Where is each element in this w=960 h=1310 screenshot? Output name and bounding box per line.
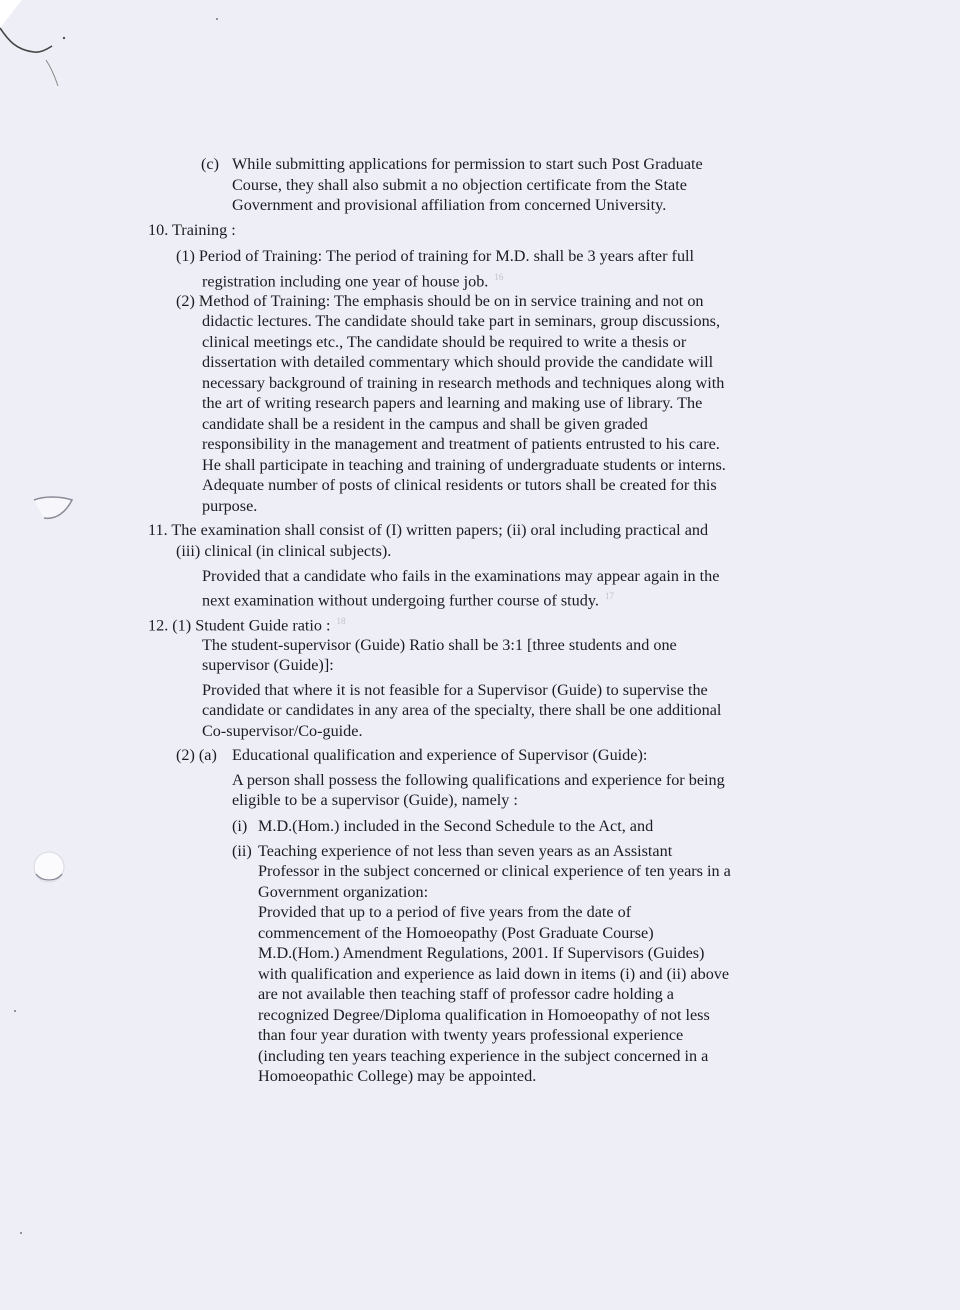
item-c-line: Government and provisional affiliation from concerned University. bbox=[232, 196, 667, 214]
item-ii-line: Professor in the subject concerned or clinical experience of ten years in a bbox=[258, 862, 731, 880]
training-method-line: He shall participate in teaching and training of undergraduate students or interns. bbox=[202, 456, 726, 474]
training-method-line: responsibility in the management and treatment of patients entrusted to his care. bbox=[202, 435, 720, 453]
item-ii-line: Homoeopathic College) may be appointed. bbox=[258, 1067, 537, 1085]
sub-2a-intro-line: eligible to be a supervisor (Guide), namely : bbox=[232, 791, 518, 809]
item-ii-line: recognized Degree/Diploma qualification in Homoeopathy of not less bbox=[258, 1006, 710, 1024]
training-method-line: the art of writing research papers and learning and making use of library. The bbox=[202, 394, 703, 412]
footnote-marker: 17 bbox=[604, 591, 614, 601]
item-ii-line: Teaching experience of not less than seven years as an Assistant bbox=[258, 842, 673, 860]
scan-speck bbox=[216, 18, 218, 20]
training-method-line: purpose. bbox=[202, 497, 258, 515]
section-11-proviso-line: Provided that a candidate who fails in the examinations may appear again in the bbox=[202, 567, 720, 585]
section-10-heading: 10. Training : bbox=[148, 221, 236, 239]
guide-proviso-line: Co-supervisor/Co-guide. bbox=[202, 722, 363, 740]
item-i-label: (i) bbox=[232, 817, 248, 835]
guide-ratio-line: supervisor (Guide)]: bbox=[202, 656, 334, 674]
scan-speck bbox=[20, 1232, 22, 1234]
item-ii-line: (including ten years teaching experience in the subject concerned in a bbox=[258, 1047, 709, 1065]
footnote-marker: 18 bbox=[336, 616, 346, 626]
sub-2a-intro-line: A person shall possess the following qualifications and experience for being bbox=[232, 771, 725, 789]
punch-hole-mark-upper bbox=[30, 490, 78, 526]
item-ii-line: with qualification and experience as laid down in items (i) and (ii) above bbox=[258, 965, 730, 983]
footnote-marker: 16 bbox=[494, 272, 504, 282]
training-method-line: necessary background of training in research methods and techniques along with bbox=[202, 374, 725, 392]
item-ii-label: (ii) bbox=[232, 842, 252, 860]
page-corner-fold-mark bbox=[0, 0, 90, 110]
guide-proviso-line: candidate or candidates in any area of the specialty, there shall be one additional bbox=[202, 701, 722, 719]
item-ii-line: Government organization: bbox=[258, 883, 429, 901]
section-11-line: 11. The examination shall consist of (I) written papers; (ii) oral including practical and bbox=[148, 521, 709, 539]
guide-proviso-line: Provided that where it is not feasible for a Supervisor (Guide) to supervise the bbox=[202, 681, 708, 699]
training-method-line: didactic lectures. The candidate should take part in seminars, group discussions, bbox=[202, 312, 721, 330]
item-ii-line: M.D.(Hom.) Amendment Regulations, 2001. If Supervisors (Guides) bbox=[258, 944, 705, 962]
training-method-line: (2) Method of Training: The emphasis should be on in service training and not on bbox=[176, 292, 704, 310]
sub-2a-heading: Educational qualification and experience of Supervisor (Guide): bbox=[232, 746, 648, 764]
section-12-heading: 12. (1) Student Guide ratio : $^{18}$ bbox=[148, 616, 346, 635]
scan-speck bbox=[14, 1010, 16, 1012]
item-ii-line: than four year duration with twenty years professional experience bbox=[258, 1026, 684, 1044]
item-c-label: (c) bbox=[201, 155, 219, 173]
section-11-line: (iii) clinical (in clinical subjects). bbox=[176, 542, 392, 560]
sub-2a-label: (2) (a) bbox=[176, 746, 217, 764]
training-period-line: registration including one year of house job. $^{16}$ bbox=[202, 272, 504, 291]
training-method-line: Adequate number of posts of clinical residents or tutors shall be created for this bbox=[202, 476, 717, 494]
item-ii-line: commencement of the Homoeopathy (Post Graduate Course) bbox=[258, 924, 654, 942]
guide-ratio-line: The student-supervisor (Guide) Ratio shall be 3:1 [three students and one bbox=[202, 636, 677, 654]
item-ii-line: are not available then teaching staff of professor cadre holding a bbox=[258, 985, 674, 1003]
item-i-text: M.D.(Hom.) included in the Second Schedule to the Act, and bbox=[258, 817, 654, 835]
punch-hole-mark-lower bbox=[30, 848, 70, 888]
training-period-line: (1) Period of Training: The period of training for M.D. shall be 3 years after full bbox=[176, 247, 695, 265]
item-c-line: Course, they shall also submit a no objection certificate from the State bbox=[232, 176, 687, 194]
training-method-line: dissertation with detailed commentary which should provide the candidate will bbox=[202, 353, 714, 371]
training-method-line: candidate shall be a resident in the campus and shall be given graded bbox=[202, 415, 648, 433]
item-ii-line: Provided that up to a period of five years from the date of bbox=[258, 903, 632, 921]
training-method-line: clinical meetings etc., The candidate should be required to write a thesis or bbox=[202, 333, 687, 351]
item-c-line: While submitting applications for permission to start such Post Graduate bbox=[232, 155, 703, 173]
section-11-proviso-line: next examination without undergoing further course of study. $^{17}$ bbox=[202, 591, 614, 610]
